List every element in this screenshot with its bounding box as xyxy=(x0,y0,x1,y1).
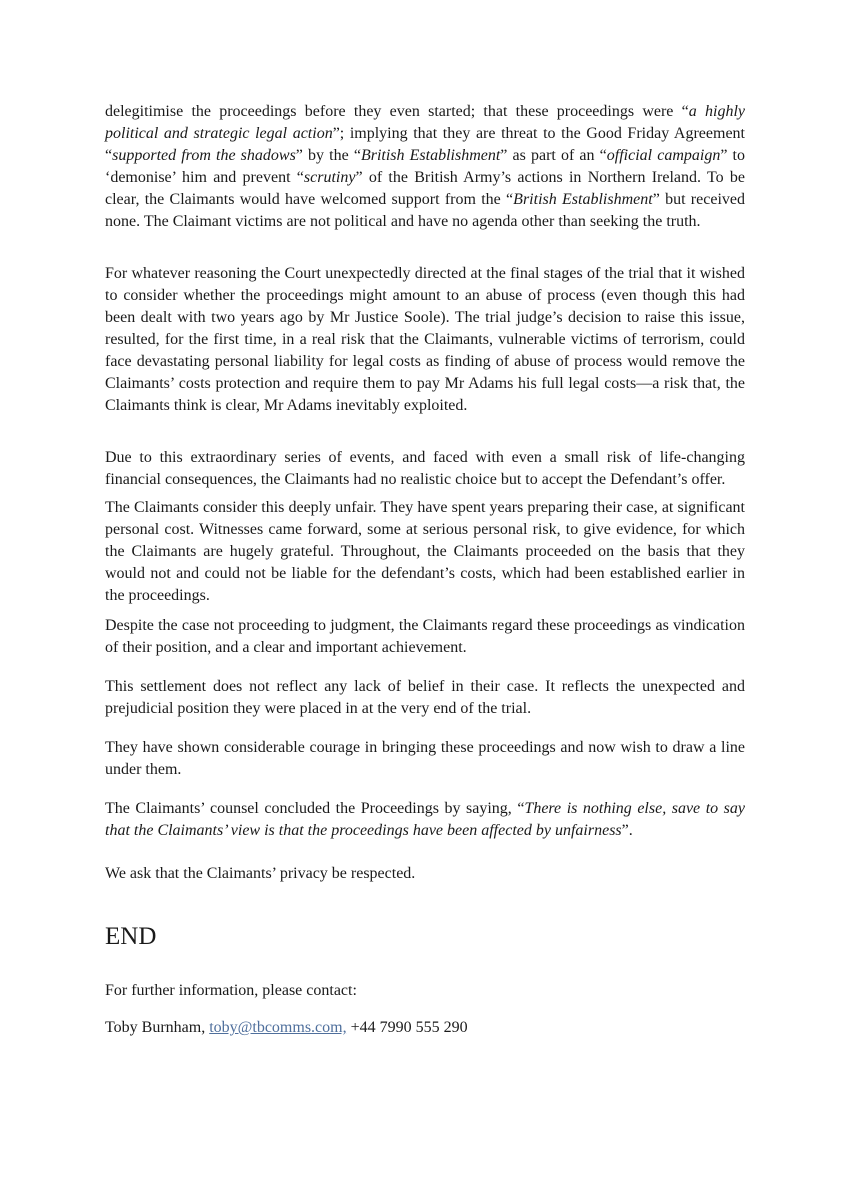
text-run: They have shown considerable courage in bringing these proceedings and now wish to draw a line under them. xyxy=(105,739,745,778)
text-run: We ask that the Claimants’ privacy be respected. xyxy=(105,865,416,882)
text-run: ”. xyxy=(621,822,633,839)
contact-name: Toby Burnham, xyxy=(105,1019,210,1036)
italic-quote: supported from the shadows xyxy=(112,147,296,164)
text-run: ” to ‘demonise’ him and prevent “ xyxy=(105,147,746,186)
italic-quote: British Establishment xyxy=(360,147,501,164)
contact-phone: +44 7990 555 290 xyxy=(346,1019,468,1036)
text-run: delegitimise the proceedings before they even started; that these proceedings were “ xyxy=(105,103,689,120)
text-run: Despite the case not proceeding to judgment, the Claimants regard these proceedings as vindication of their position, and a clear and important achievement. xyxy=(105,617,745,656)
text-run: This settlement does not reflect any lack of belief in their case. It reflects the unexpected and prejudicial position they were placed in at the very end of the trial. xyxy=(105,678,745,717)
email-link[interactable]: toby@tbcomms.com, xyxy=(209,1019,347,1036)
italic-quote: British Establishment xyxy=(513,191,653,208)
paragraph xyxy=(105,615,745,659)
text-run: The Claimants’ counsel concluded the Proceedings by saying, “ xyxy=(105,800,525,817)
end-heading: END xyxy=(105,923,157,950)
italic-quote: a highly political and strategic legal action xyxy=(105,103,745,142)
text-run: ” of the British Army’s actions in Northern Ireland. To be clear, the Claimants would have welcomed support from the “ xyxy=(105,169,746,208)
paragraph xyxy=(105,798,745,842)
paragraph xyxy=(105,263,745,417)
text-run: ” as part of an “ xyxy=(500,147,607,164)
text-run: The Claimants consider this deeply unfair. They have spent years preparing their case, at significant personal cost. Witnesses came forward, some at serious personal risk, to give evidence, for which the Claimants are hugely grateful. Throughout, the Claimants proceeded on the basis that they would not and could not be liable for the defendant’s costs, which had been established earlier in the proceedings. xyxy=(105,499,745,604)
italic-quote: official campaign xyxy=(606,147,721,164)
paragraph xyxy=(105,447,745,491)
paragraph xyxy=(105,737,745,781)
italic-quote: There is nothing else, save to say that the Claimants’ view is that the proceedings have been affected by unfairness xyxy=(105,800,745,839)
paragraph xyxy=(105,676,745,720)
text-run: ”; implying that they are threat to the Good Friday Agreement “ xyxy=(105,125,745,164)
text-run: ” by the “ xyxy=(295,147,361,164)
paragraph xyxy=(105,497,745,607)
italic-quote: scrutiny xyxy=(303,169,356,186)
text-run: ” but received none. The Claimant victims are not political and have no agenda other than seeking the truth. xyxy=(105,191,745,230)
contact-line xyxy=(105,1017,468,1039)
contact-intro: For further information, please contact: xyxy=(105,982,357,999)
paragraph xyxy=(105,863,745,885)
text-run: Due to this extraordinary series of events, and faced with even a small risk of life-changing financial consequences, the Claimants had no realistic choice but to accept the Defendant’s offer. xyxy=(105,449,745,488)
text-run: For whatever reasoning the Court unexpectedly directed at the final stages of the trial that it wished to consider whether the proceedings might amount to an abuse of process (even though this had been dealt with two years ago by Mr Justice Soole). The trial judge’s decision to raise this issue, resulted, for the first time, in a real risk that the Claimants, vulnerable victims of terrorism, could face devastating personal liability for legal costs as finding of abuse of process would remove the Claimants’ costs protection and require them to pay Mr Adams his full legal costs—a risk that, the Claimants think is clear, Mr Adams inevitably exploited. xyxy=(105,265,745,414)
paragraph xyxy=(105,101,745,233)
